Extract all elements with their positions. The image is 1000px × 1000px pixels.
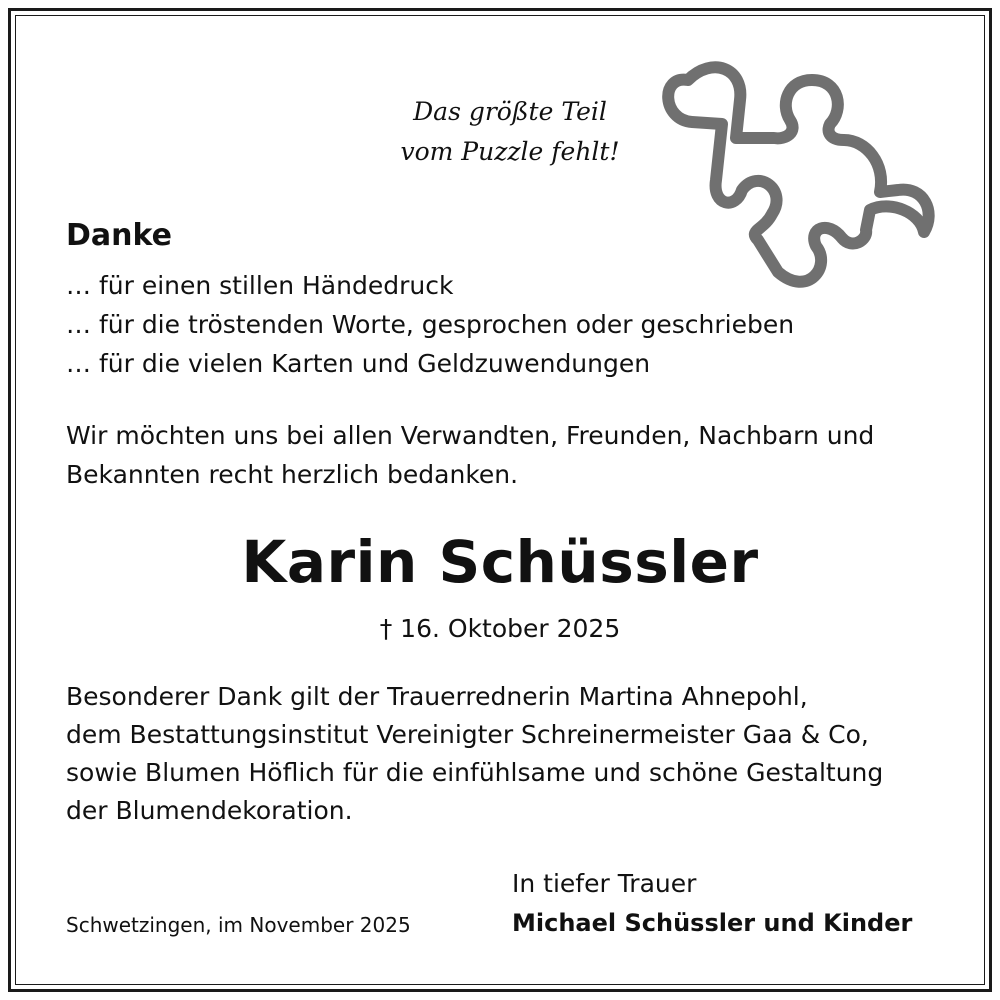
mourning-text: In tiefer Trauer: [512, 869, 697, 898]
thanks-heading: Danke: [66, 218, 172, 253]
death-date: † 16. Oktober 2025: [379, 614, 621, 643]
gratitude-line-2: Bekannten recht herzlich bedanken.: [66, 460, 519, 489]
special-thanks-line-4: der Blumendekoration.: [66, 796, 353, 825]
place-date: Schwetzingen, im November 2025: [66, 913, 411, 937]
puzzle-piece-icon: [640, 40, 950, 300]
gratitude-line-1: Wir möchten uns bei allen Verwandten, Freunden, Nachbarn und: [66, 421, 875, 450]
family-signature: Michael Schüssler und Kinder: [512, 909, 913, 937]
special-thanks-line-1: Besonderer Dank gilt der Trauerrednerin Martina Ahnepohl,: [66, 682, 808, 711]
special-thanks-line-2: dem Bestattungsinstitut Vereinigter Schreinermeister Gaa & Co,: [66, 720, 869, 749]
puzzle-piece-outline: [668, 67, 928, 281]
thanks-item-cards: … für die vielen Karten und Geldzuwendungen: [66, 349, 651, 378]
motto-line-1: Das größte Teil: [413, 97, 607, 126]
thanks-list: [66, 266, 794, 383]
thanks-item-words: … für die tröstenden Worte, gesprochen oder geschrieben: [66, 310, 795, 339]
motto-line-2: vom Puzzle fehlt!: [400, 137, 620, 166]
deceased-name: Karin Schüssler: [241, 528, 759, 596]
gratitude-paragraph: [66, 416, 874, 494]
thanks-item-handshake: … für einen stillen Händedruck: [66, 271, 454, 300]
motto: [340, 92, 680, 172]
special-thanks-paragraph: [66, 678, 883, 830]
special-thanks-line-3: sowie Blumen Höflich für die einfühlsame und schöne Gestaltung: [66, 758, 884, 787]
